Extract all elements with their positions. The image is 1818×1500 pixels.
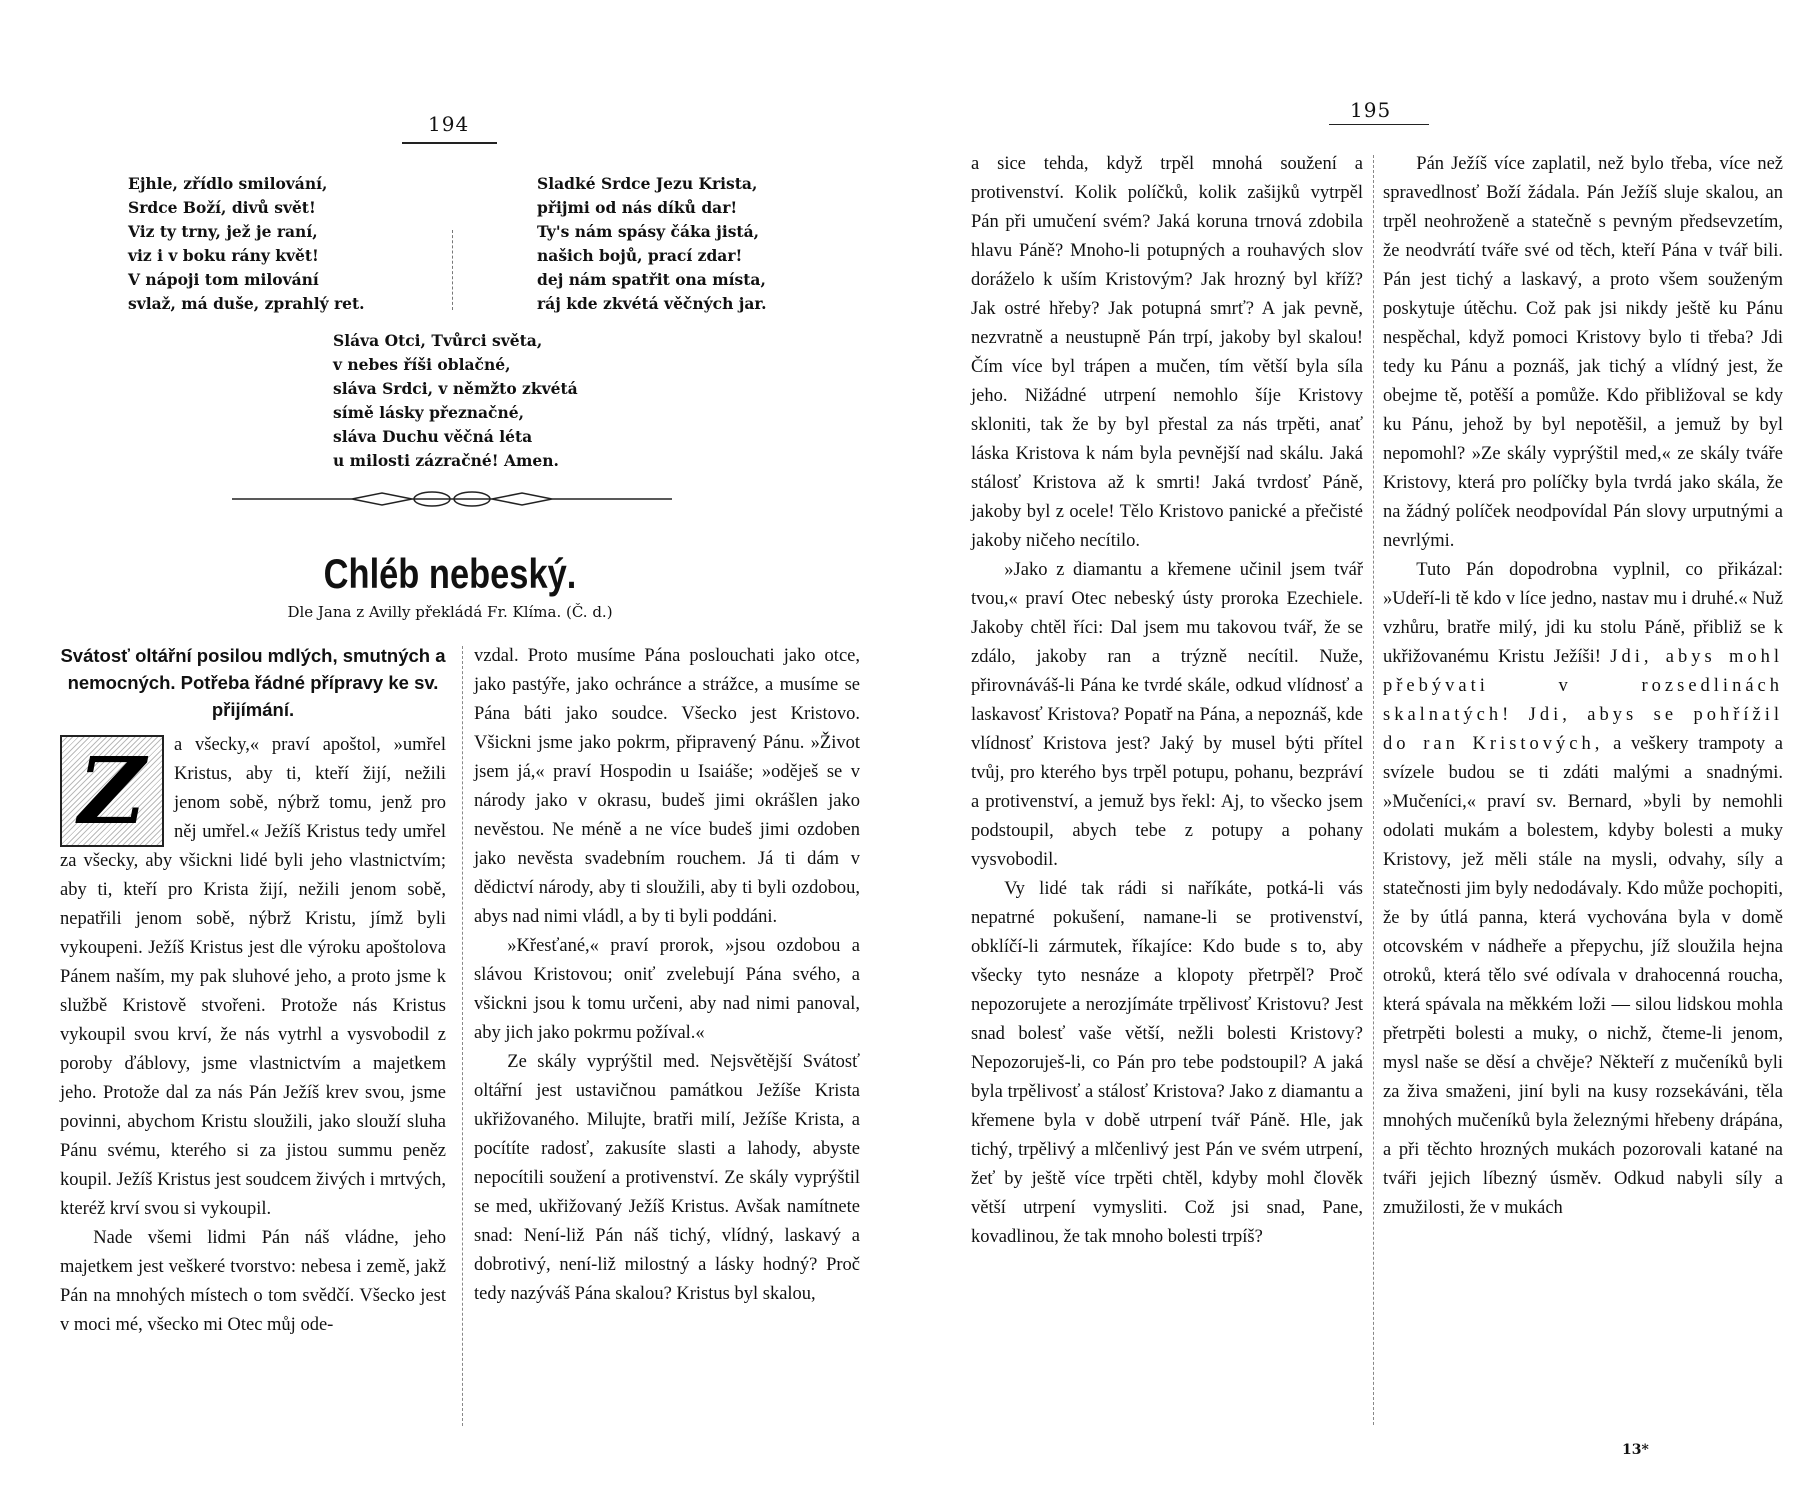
right-page <box>909 0 1818 1500</box>
poem-line: símě lásky přeznačné, <box>333 403 525 422</box>
poem-line: u milosti zázračné! Amen. <box>333 451 559 470</box>
poem-divider <box>452 230 453 310</box>
page-number-rule <box>402 142 497 144</box>
poem-line: ráj kde zkvétá věčných jar. <box>537 294 767 313</box>
poem-line: Srdce Boží, divů svět! <box>128 198 316 217</box>
right-page-column-2 <box>1383 150 1783 1223</box>
left-page-column-1 <box>60 642 446 1340</box>
page-number-rule <box>1329 124 1429 125</box>
poem-stanza-center <box>333 329 578 473</box>
paragraph: »Křesťané,« praví prorok, »jsou ozdobou a slávou Kristovou; oniť zvelebují Pána svého, a všickni jsou k tomu určeni, aby nad nimi panoval, aby jich jako pokrmu požíval.« <box>474 936 860 1043</box>
poem-stanza-right <box>537 172 767 316</box>
poem-line: Ty's nám spásy čáka jistá, <box>537 222 760 241</box>
paragraph: a sice tehda, když trpěl mnohá soužení a protivenství. Kolik políčků, kolik zašijků vytrpěl Pán při umučení svém? Jaká koruna trnová zdobila hlavu Páně? Mnoho-li potupných a rouhavých slov doráželo k uším Kristovým? Jak hrozný byl kříž? Jak ostré hřeby? Jak potupná smrť? A jak pevně, nezvratně a neustupně Pán trpí, jakoby byl skalou! Čím více byl trápen a mučen, tím větší byla síla jeho. Nižádné utrpení nemohlo šíje Kristovy skloniti, tak že by byl přestal za nás trpěti, anať láska Kristova k nám byla pevnější nad skálu. Jaká stálosť Kristova až k smrti! Jaká tvrdosť Páně, jakoby byl z ocele! Tělo Kristovo panické a přečisté jakoby ničeho necítilo. <box>971 154 1363 551</box>
signature-mark: 13* <box>1622 1442 1649 1458</box>
poem-line: Ejhle, zřídlo smilování, <box>128 174 328 193</box>
section-subheading: Svátosť oltářní posilou mdlých, smutných a nemocných. Potřeba řádné přípravy ke sv. přijímání. <box>60 645 446 720</box>
paragraph: a všecky,« praví apoštol, »umřel Kristus, aby ti, kteří žijí, nežili jenom sobě, nýbrž tomu, jenž pro něj umřel.« Ježíš Kristus tedy umřel za všecky, aby všickni lidé byli jeho vlastnictvím; aby ti, kteří pro Krista žijí, nežili jenom sobě, nepatřili jenom sobě, nýbrž Kristu, jímž byli vykoupeni. Ježíš Kristus jest dle výroku apoštolova Pánem naším, my pak sluhové jeho, a proto jsme k službě Kristově stvořeni. Protože nás Kristus vykoupil svou krví, že nás vytrhl a vysvobodil z poroby ďáblovy, jsme vlastnictvím a majetkem jeho. Protože dal za nás Pán Ježíš krev svou, jsme povinni, abychom Kristu sloužili, jako slouží sluha Pánu svému, kterého si za jistou summu peněz koupil. Ježíš Kristus jest soudcem živých i mrtvých, kteréž krví svou si vykoupil. <box>60 735 446 1219</box>
right-page-column-1 <box>971 150 1363 1252</box>
dropcap-letter: Z <box>78 737 146 845</box>
poem-line: V nápoji tom milování <box>128 270 319 289</box>
paragraph: Vy lidé tak rádi si naříkáte, potká-li vás nepatrné pokušení, namane-li se protivenství, obklíčí-li zármutek, říkajíce: Kdo bude s to, aby všecky tyto nesnáze a klopoty přetrpěl? Proč nepozorujete a nerozjímáte trpělivosť Kristovu? Jest snad bolesť vaše větší, nežli bolesti Kristovy? Nepozoruješ-li, co Pán pro tebe podstoupil? A jaká byla trpělivosť a stálosť Kristova? Jako z diamantu a křemene byla v době utrpení tvář Páně. Hle, jak tichý, trpělivý a mlčenlivý jest Pán ve svém utrpení, žeť by ještě více trpěti chtěl, kdyby mohl člověk větší utrpení vymysliti. Což jsi snad, Pane, kovadlinou, že tak mnoho bolesti trpíš? <box>971 879 1363 1247</box>
article-byline: Dle Jana z Avilly překládá Fr. Klíma. (Č. d.) <box>287 603 613 621</box>
paragraph: Ze skály vyprýštil med. Nejsvětější Svátosť oltářní jest ustavičnou památkou Ježíše Krista ukřižovaného. Milujte, bratři milí, Ježíše Krista, a pocítíte radosť, zakusíte slasti a lahody, abyste nepocítili soužení a protivenství. Ze skály vyprýštil se med, ukřižovaný Ježíš Kristus. Avšak namítnete snad: Není-liž Pán náš tichý, vlídný, laskavý a dobrotivý, není-liž milostný a lásky hodný? Proč tedy nazýváš Pána skalou? Kristus byl skalou, <box>474 1052 860 1304</box>
page-number-left: 194 <box>428 112 470 136</box>
poem-line: Viz ty trny, jež je raní, <box>128 222 318 241</box>
poem-line: dej nám spatřit ona místa, <box>537 270 766 289</box>
poem-line: svlaž, má duše, zprahlý ret. <box>128 294 365 313</box>
dropcap-initial <box>60 735 164 847</box>
article-title: Chléb nebeský. <box>323 550 577 597</box>
poem-line: v nebes říši oblačné, <box>333 355 511 374</box>
paragraph: Pán Ježíš více zaplatil, než bylo třeba, více než spravedlnosť Boží žádala. Pán Ježíš sluje skalou, an trpěl neohroženě a statečně s pevným předsevzetím, že neodvrátí tváře své od těch, kteří Pána v tvář bili. Pán jest tichý a laskavý, a proto všem souženým poskytuje útěchu. Což pak jsi nikdy ještě ku Pánu nespěchal, když pomoci Kristovy bylo ti třeba? Jdi tedy ku Pánu a poznáš, jak tichý a vlídný jest, že obejme tě, potěší a pomůže. Kdo přibližoval se kdy ku Pánu, jehož by byl nepotěšil, a jemuž by byl nepomohl? »Ze skály vyprýštil med,« ze skály tváře Kristovy, která pro políčky byla tvrdá jako skála, že na žádný políček neodpovídal Pán slovy urputnými a nevrlými. <box>1383 154 1783 551</box>
poem-line: sláva Duchu věčná léta <box>333 427 533 446</box>
paragraph: vzdal. Proto musíme Pána poslouchati jako otce, jako pastýře, jako ochránce a strážce, a musíme se Pána báti jako soudce. Všecko jest Kristovo. Všickni jsme jako pokrm, připravený Pánu. »Život jsem já,« praví Hospodin u Isaiáše; »oděješ se v národy jako v okrasu, budeš jimi okrášlen jako nevěstou. Ne méně a ne více budeš jimi ozdoben jako nevěsta svadebním rouchem. Já ti dám v dědictví národy, aby ti sloužili, aby ti byli ozdobou, abys nad nimi vládl, a by ti byli poddáni. <box>474 646 860 927</box>
poem-line: přijmi od nás díků dar! <box>537 198 738 217</box>
paragraph <box>1383 556 1783 1223</box>
poem-stanza-left <box>128 172 365 316</box>
poem-line: našich bojů, prací zdar! <box>537 246 743 265</box>
paragraph-text: a veškery trampoty a svízele budou se ti zdáti malými a snadnými. »Mučeníci,« praví sv. Bernard, »byli by nemohli odolati mukám a bolestem, kdyby bolesti a muky Kristovy, jež měli stále na mysli, odvahy, síly a statečnosti jim byly nedodávaly. Kdo může pochopiti, že by útlá panna, která vychována byla v domě otcovském v nádheře a přepychu, jíž sloužila hejna otroků, která tělo své odívala v drahocenná roucha, která spávala na měkkém loži — silou lidskou mohla přetrpěti bolesti a muky, o nichž, čteme-li jenom, mysl naše se děsí a chvěje? Někteří z mučeníků byli za živa smaženi, jiní byli na kusy rozsekáváni, těla mnohých mučeníků byla železnými hřebeny drápána, a při těchto hrozných mukách pozorovali katané na tváři jejich líbezný úsměv. Odkud nabyli síly a zmužilosti, že v mukách <box>1383 734 1783 1218</box>
emphasized-text: Jdi, abys mohl přebývati v rozsedlinách skalnatých! Jdi, abys se pohřížil do ran Kristových, <box>1383 647 1784 754</box>
paragraph: »Jako z diamantu a křemene učinil jsem tvář tvou,« praví Otec nebeský ústy proroka Ezechiele. Jakoby chtěl říci: Dal jsem mu takovou tvář, že se zdálo, jakoby ran a trýzně necítil. Nuže, přirovnáváš-li Pána ke tvrdé skále, odkud vlídnosť a laskavosť Kristova? Popatř na Pána, a nepoznáš, kde vlídnosť Kristova jest? Jaký by musel býti přítel tvůj, pro kterého bys trpěl potupu, pohanu, bezpráví a protivenství, a jemuž bys řekl: Aj, to všecko jsem podstoupil, abych tebe z potupy a pohany vysvobodil. <box>971 560 1363 870</box>
page-number-right: 195 <box>1350 98 1392 122</box>
poem-line: Sláva Otci, Tvůrci světa, <box>333 331 543 350</box>
paragraph-text: Tuto Pán dopodrobna vyplnil, co přikázal: »Udeří-li tě kdo v líce jedno, nastav mu i druhé.« Nuž vzhůru, bratře milý, jdi ku stolu Páně, přibliž se k ukřižovanému Kristu Ježíši! <box>1383 560 1783 667</box>
ornament-divider-icon <box>232 484 672 514</box>
poem-line: viz i v boku rány květ! <box>128 246 319 265</box>
column-rule <box>462 646 463 1426</box>
poem-line: sláva Srdci, v němžto zkvétá <box>333 379 578 398</box>
poem-line: Sladké Srdce Jezu Krista, <box>537 174 758 193</box>
column-rule <box>1373 155 1374 1425</box>
left-page-column-2 <box>474 642 860 1309</box>
paragraph: Nade všemi lidmi Pán náš vládne, jeho majetkem jest veškeré tvorstvo: nebesa i země, jakž Pán na mnohých místech o tom svědčí. Všecko jest v moci mé, všecko mi Otec můj ode- <box>60 1228 446 1335</box>
